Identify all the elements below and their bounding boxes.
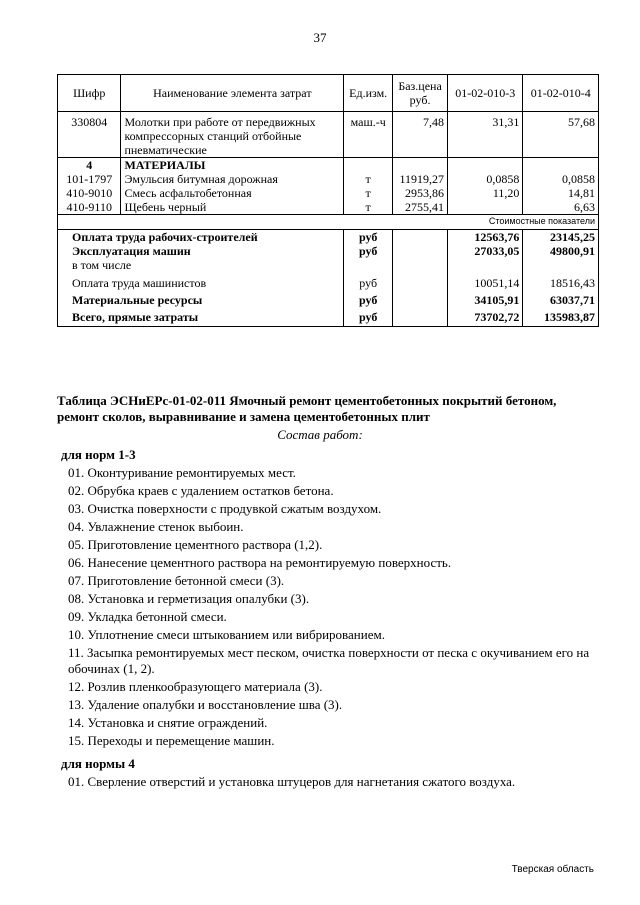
section-title: Таблица ЭСНиЕРс-01-02-011 Ямочный ремонт цементобетонных покрытий бетоном, ремонт сколов, выравнивание и замена цементобетонных плит [57,393,557,424]
header-code: Шифр [58,75,121,112]
list-item: 02. Обрубка краев с удалением остатков бетона. [68,483,334,498]
list-item: 10. Уплотнение смеси штыкованием или вибрированием. [68,627,385,642]
composition-title: Состав работ: [277,427,363,442]
header-price: Баз.цена руб. [393,75,448,112]
cell-code: 101-1797 [58,172,121,186]
cell-unit [344,158,393,173]
summary-norm-4: 18516,43 [523,272,599,290]
summary-name: Всего, прямые затраты [58,307,344,327]
table-caption-row [58,215,599,230]
cell-code: 410-9010 [58,186,121,200]
cell-norm-3: 11,20 [448,186,523,200]
header-unit: Ед.изм. [344,75,393,112]
list-item: 01. Оконтуривание ремонтируемых мест. [68,465,296,480]
summary-unit: руб [344,244,393,258]
cell-norm-3 [448,200,523,215]
summary-norm-3: 34105,91 [448,290,523,307]
list-item: 03. Очистка поверхности с продувкой сжатым воздухом. [68,501,382,516]
summary-norm-4 [523,258,599,272]
table-row [58,172,599,186]
table-row [58,200,599,215]
summary-unit: руб [344,230,393,245]
cell-norm-4 [523,158,599,173]
cell-price: 2953,86 [393,186,448,200]
table-row [58,112,599,158]
cell-price: 7,48 [393,112,448,158]
work-list-group-1 [68,465,593,751]
list-item: 06. Нанесение цементного раствора на ремонтируемую поверхность. [68,555,452,570]
summary-unit: руб [344,272,393,290]
cell-norm-4: 0,0858 [523,172,599,186]
cell-unit: т [344,186,393,200]
summary-row [58,258,599,272]
summary-row [58,230,599,245]
cell-name: Эмульсия битумная дорожная [121,172,344,186]
cell-price: 2755,41 [393,200,448,215]
header-norm-4: 01-02-010-4 [523,75,599,112]
cell-code: 4 [58,158,121,173]
list-item: 07. Приготовление бетонной смеси (3). [68,573,285,588]
summary-unit [344,258,393,272]
work-list-group-2 [68,774,593,792]
summary-norm-4: 63037,71 [523,290,599,307]
summary-name: Эксплуатация машин [58,244,344,258]
cell-norm-4: 14,81 [523,186,599,200]
summary-row [58,307,599,327]
cell-name: Щебень черный [121,200,344,215]
summary-norm-3: 12563,76 [448,230,523,245]
summary-norm-3: 73702,72 [448,307,523,327]
summary-norm-3: 27033,05 [448,244,523,258]
summary-row [58,244,599,258]
cell-name: Смесь асфальтобетонная [121,186,344,200]
summary-row [58,272,599,290]
list-item: 04. Увлажнение стенок выбоин. [68,519,244,534]
cell-name: МАТЕРИАЛЫ [121,158,344,173]
group-2-title: для нормы 4 [61,756,135,771]
cell-unit: маш.-ч [344,112,393,158]
cost-indicators-caption: Стоимостные показатели [58,215,599,230]
cell-norm-4: 57,68 [523,112,599,158]
cost-table [57,74,599,327]
cell-code: 330804 [58,112,121,158]
cell-norm-3 [448,158,523,173]
footer-region: Тверская область [511,864,594,875]
header-name: Наименование элемента затрат [121,75,344,112]
list-item: 08. Установка и герметизация опалубки (3). [68,591,310,606]
cell-price: 11919,27 [393,172,448,186]
summary-name: Оплата труда машинистов [58,272,344,290]
cell-unit: т [344,200,393,215]
page-number: 37 [313,30,327,45]
summary-name: Оплата труда рабочих-строителей [58,230,344,245]
summary-unit: руб [344,290,393,307]
cell-norm-3: 31,31 [448,112,523,158]
table-row [58,186,599,200]
list-item: 15. Переходы и перемещение машин. [68,733,275,748]
list-item: 13. Удаление опалубки и восстановление шва (3). [68,697,343,712]
table-header-row [58,75,599,112]
summary-norm-4: 135983,87 [523,307,599,327]
summary-row [58,290,599,307]
cell-norm-3: 0,0858 [448,172,523,186]
cell-code: 410-9110 [58,200,121,215]
list-item: 09. Укладка бетонной смеси. [68,609,227,624]
list-item: 11. Засыпка ремонтируемых мест песком, очистка поверхности от песка с окучиванием его на обочинах (1, 2). [68,645,590,676]
summary-name: в том числе [58,258,344,272]
cell-name: Молотки при работе от передвижных компрессорных станций отбойные пневматические [121,112,344,158]
list-item: 01. Сверление отверстий и установка штуцеров для нагнетания сжатого воздуха. [68,774,516,789]
list-item: 12. Розлив пленкообразующего материала (3). [68,679,323,694]
cell-norm-4: 6,63 [523,200,599,215]
table-row [58,158,599,173]
summary-norm-4: 49800,91 [523,244,599,258]
list-item: 14. Установка и снятие ограждений. [68,715,268,730]
summary-unit: руб [344,307,393,327]
list-item: 05. Приготовление цементного раствора (1,2). [68,537,323,552]
summary-name: Материальные ресурсы [58,290,344,307]
summary-norm-3 [448,258,523,272]
cell-price [393,158,448,173]
summary-norm-3: 10051,14 [448,272,523,290]
header-norm-3: 01-02-010-3 [448,75,523,112]
cell-unit: т [344,172,393,186]
summary-norm-4: 23145,25 [523,230,599,245]
group-1-title: для норм 1-3 [61,447,136,462]
